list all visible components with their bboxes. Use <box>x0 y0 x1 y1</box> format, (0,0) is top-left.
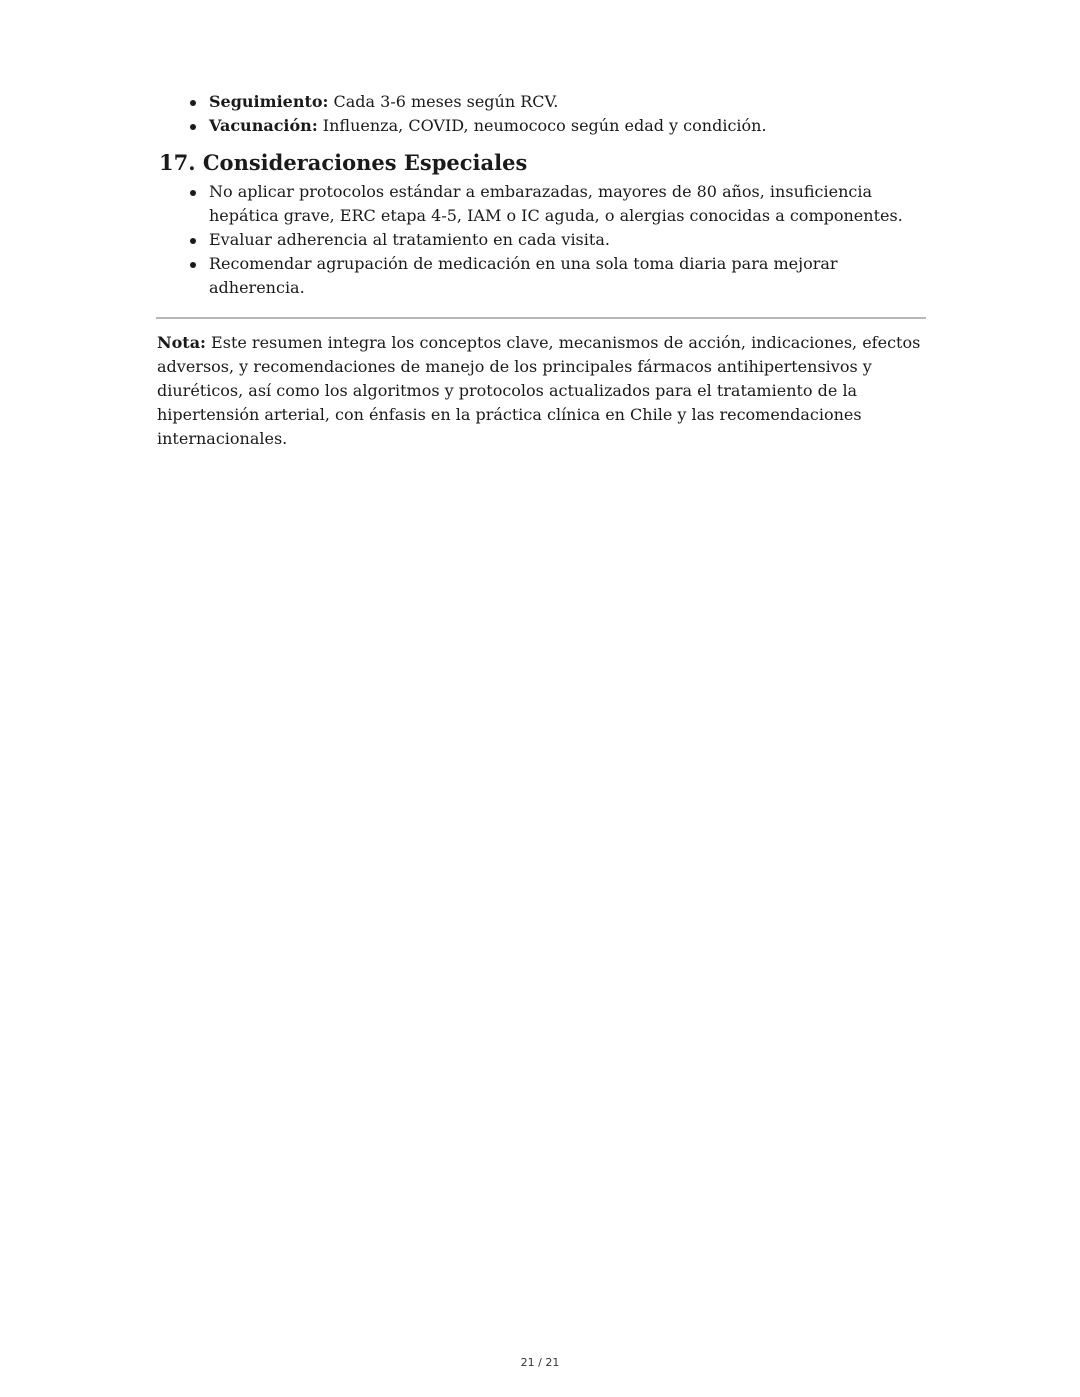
item-text: Cada 3-6 meses según RCV. <box>328 92 559 111</box>
section-heading: 17. Consideraciones Especiales <box>159 150 528 175</box>
list-item <box>209 90 925 114</box>
list-item <box>209 114 925 138</box>
document-body <box>157 90 925 451</box>
list-item: No aplicar protocolos estándar a embarazadas, mayores de 80 años, insuficiencia hepática grave, ERC etapa 4-5, IAM o IC aguda, o alergias conocidas a componentes. <box>209 180 925 228</box>
list-item: Evaluar adherencia al tratamiento en cada visita. <box>209 228 925 252</box>
follow-up-list <box>157 90 925 138</box>
page-number: 21 / 21 <box>520 1356 560 1369</box>
note-paragraph <box>157 331 925 451</box>
note-label: Nota: <box>157 333 206 352</box>
item-label: Seguimiento: <box>209 92 329 111</box>
note-text: Este resumen integra los conceptos clave, mecanismos de acción, indicaciones, efectos adversos, y recomendaciones de manejo de los principales fármacos antihipertensivos y diuréticos, así como los algoritmos y protocolos actualizados para el tratamiento de la hipertensión arterial, con énfasis en la práctica clínica en Chile y las recomendaciones internacionales. <box>157 333 921 448</box>
special-considerations-list <box>157 180 925 300</box>
list-item: Recomendar agrupación de medicación en una sola toma diaria para mejorar adherencia. <box>209 252 925 300</box>
divider <box>156 317 926 319</box>
item-text: Influenza, COVID, neumococo según edad y condición. <box>317 116 767 135</box>
item-label: Vacunación: <box>209 116 318 135</box>
